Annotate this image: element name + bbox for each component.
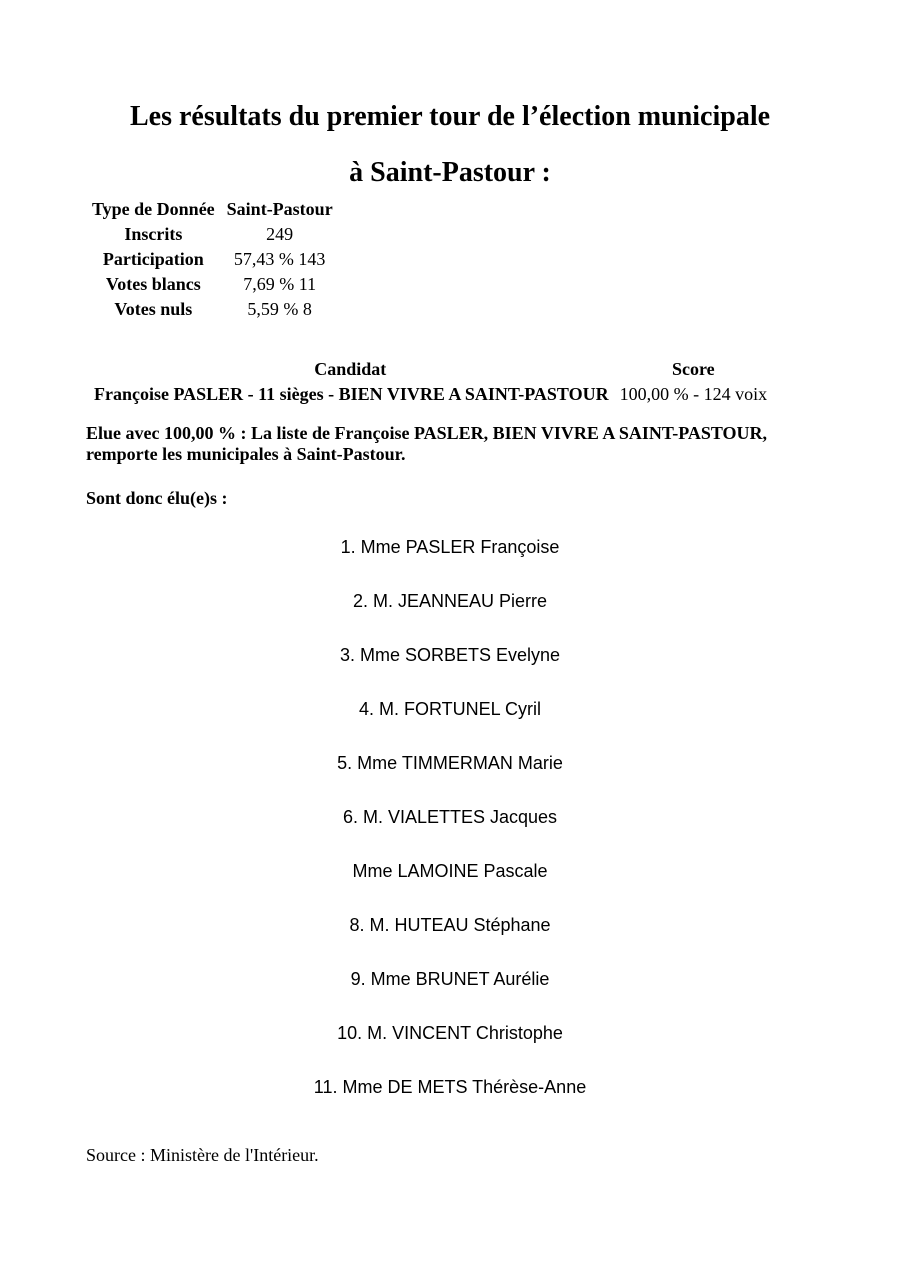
elected-item: 3. Mme SORBETS Evelyne bbox=[339, 645, 561, 665]
elected-item: 2. M. JEANNEAU Pierre bbox=[352, 591, 548, 611]
candidates-header-candidate: Candidat bbox=[314, 359, 387, 379]
stats-label: Participation bbox=[102, 249, 204, 269]
candidates-header-score: Score bbox=[672, 359, 715, 379]
stats-label: Votes blancs bbox=[105, 274, 201, 294]
candidate-score: 100,00 % - 124 voix bbox=[619, 384, 768, 404]
elected-list bbox=[0, 532, 900, 1126]
candidates-header-row bbox=[86, 357, 772, 382]
stats-header-commune: Saint-Pastour bbox=[226, 199, 333, 219]
stats-header-type: Type de Donnée bbox=[92, 199, 215, 219]
stats-label: Inscrits bbox=[124, 224, 183, 244]
candidates-table bbox=[86, 357, 772, 407]
result-summary: Elue avec 100,00 % : La liste de Françoise PASLER, BIEN VIVRE A SAINT-PASTOUR, remporte les municipales à Saint-Pastour. bbox=[86, 423, 768, 464]
stats-row-inscrits bbox=[86, 222, 339, 247]
elected-item: 5. Mme TIMMERMAN Marie bbox=[337, 753, 563, 773]
candidate-row bbox=[86, 382, 772, 407]
elected-item: 8. M. HUTEAU Stéphane bbox=[349, 915, 551, 935]
stats-row-votes-nuls bbox=[86, 297, 339, 322]
candidate-name: Françoise PASLER - 11 sièges - BIEN VIVRE A SAINT-PASTOUR bbox=[94, 384, 609, 404]
elected-heading: Sont donc élu(e)s : bbox=[86, 488, 228, 508]
source-note: Source : Ministère de l'Intérieur. bbox=[86, 1145, 319, 1165]
stats-table bbox=[86, 197, 339, 322]
elected-item: Mme LAMOINE Pascale bbox=[352, 861, 548, 881]
stats-value: 7,69 % 11 bbox=[243, 274, 317, 294]
elected-item: 10. M. VINCENT Christophe bbox=[337, 1023, 563, 1043]
stats-value: 57,43 % 143 bbox=[233, 249, 326, 269]
elected-item: 9. Mme BRUNET Aurélie bbox=[350, 969, 550, 989]
stats-value: 5,59 % 8 bbox=[247, 299, 312, 319]
page-subtitle: à Saint-Pastour : bbox=[349, 157, 551, 188]
stats-row-votes-blancs bbox=[86, 272, 339, 297]
stats-label: Votes nuls bbox=[114, 299, 193, 319]
elected-item: 6. M. VIALETTES Jacques bbox=[342, 807, 558, 827]
elected-item: 4. M. FORTUNEL Cyril bbox=[358, 699, 541, 719]
elected-item: 11. Mme DE METS Thérèse-Anne bbox=[313, 1077, 587, 1097]
elected-item: 1. Mme PASLER Françoise bbox=[340, 537, 560, 557]
stats-value: 249 bbox=[266, 224, 294, 244]
page-title: Les résultats du premier tour de l’élection municipale bbox=[129, 101, 771, 132]
stats-header-row bbox=[86, 197, 339, 222]
stats-row-participation bbox=[86, 247, 339, 272]
